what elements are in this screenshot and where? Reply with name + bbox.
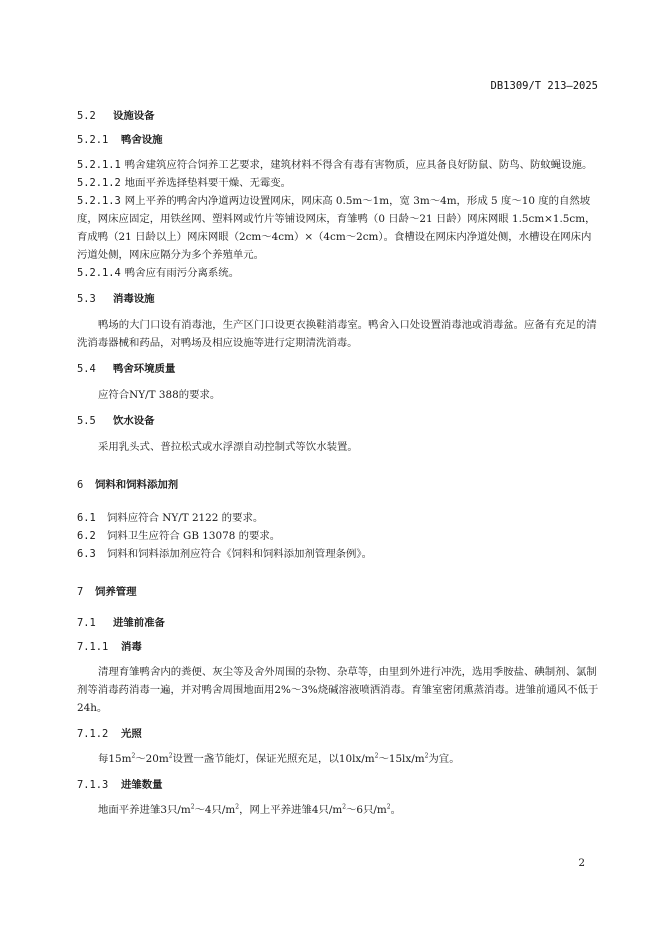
- clause-5-2-1-4: 5.2.1.4 鸭舍应有雨污分离系统。: [77, 267, 240, 279]
- heading-5-2-1: 5.2.1 鸭舍设施: [77, 134, 163, 146]
- heading-5-4: 5.4 鸭舍环境质量: [77, 363, 176, 375]
- heading-7-1-1: 7.1.1 消毒: [77, 641, 142, 653]
- clause-5-2-1-1: 5.2.1.1 鸭舍建筑应符合饲养工艺要求，建筑材料不得含有毒有害物质，应具备良好防鼠、防鸟、防蚊蝇设施。: [77, 159, 593, 171]
- clause-6-2: 6.2 饲料卫生应符合 GB 13078 的要求。: [77, 530, 281, 542]
- paragraph-5-3: 鸭场的大门口设有消毒池，生产区门口设更衣换鞋消毒室。鸭舍入口处设置消毒池或消毒盆。应备有充足的清洗消毒器械和药品，对鸭场及相应设施等进行定期清洗消毒。: [77, 319, 597, 349]
- clause-5-2-1-3: 5.2.1.3 网上平养的鸭舍内净道两边设置网床，网床高 0.5m～1m，宽 3m～4m，形成 5 度～10 度的自然坡度，网床应固定，用铁丝网、塑料网或竹片等铺设网床，育雏鸭（0 日龄～21 日龄）网床网眼 1.5cm×1.5cm，育成鸭（21 日龄以上）网床网眼（2cm～4cm）×（4cm～2cm）。食槽设在网床内净道处侧，水槽设在网床内污道处侧，网床应隔分为多个养殖单元。: [77, 195, 596, 261]
- heading-5-5: 5.5 饮水设备: [77, 415, 155, 427]
- heading-7-1: 7.1 进雏前准备: [77, 617, 165, 629]
- clause-5-2-1-2: 5.2.1.2 地面平养选择垫料要干燥、无霉变。: [77, 177, 292, 189]
- paragraph-5-4: 应符合NY/T 388的要求。: [98, 389, 221, 401]
- clause-6-1: 6.1 饲料应符合 NY/T 2122 的要求。: [77, 512, 264, 524]
- heading-5-2: 5.2 设施设备: [77, 110, 155, 122]
- heading-7: 7 饲养管理: [77, 586, 137, 598]
- page-number: 2: [578, 857, 585, 869]
- document-code: DB1309/T 213—2025: [490, 80, 598, 92]
- paragraph-7-1-1: 清理育雏鸭舍内的粪便、灰尘等及舍外周围的杂物、杂草等，由里到外进行冲洗，选用季胺盐、碘制剂、氯制剂等消毒药消毒一遍，并对鸭舍周围地面用2%～3%烧碱溶液喷洒消毒。育雏室密闭熏蒸消毒。进雏前通风不低于24h。: [77, 666, 599, 714]
- paragraph-7-1-3: 地面平养进雏3只$/m^2\sim 4$只$/m^2$，网上平养进雏4只$/m^2\sim 6$只$/m^2$。: [98, 803, 401, 816]
- heading-5-3: 5.3 消毒设施: [77, 293, 155, 305]
- paragraph-5-5: 采用乳头式、普拉松式或水浮漂自动控制式等饮水装置。: [98, 441, 358, 453]
- heading-7-1-3: 7.1.3 进雏数量: [77, 779, 163, 791]
- heading-7-1-2: 7.1.2 光照: [77, 728, 142, 740]
- clause-6-3: 6.3 饲料和饲料添加剂应符合《饲料和饲料添加剂管理条例》。: [77, 548, 372, 560]
- heading-6: 6 饲料和饲料添加剂: [77, 479, 179, 491]
- document-body: [77, 109, 599, 819]
- paragraph-7-1-2: 每$15m^2\sim 20m^2$设置一盏节能灯，保证光照充足，以$10lx/m^2\sim 15lx/m^2$为宜。: [98, 752, 460, 765]
